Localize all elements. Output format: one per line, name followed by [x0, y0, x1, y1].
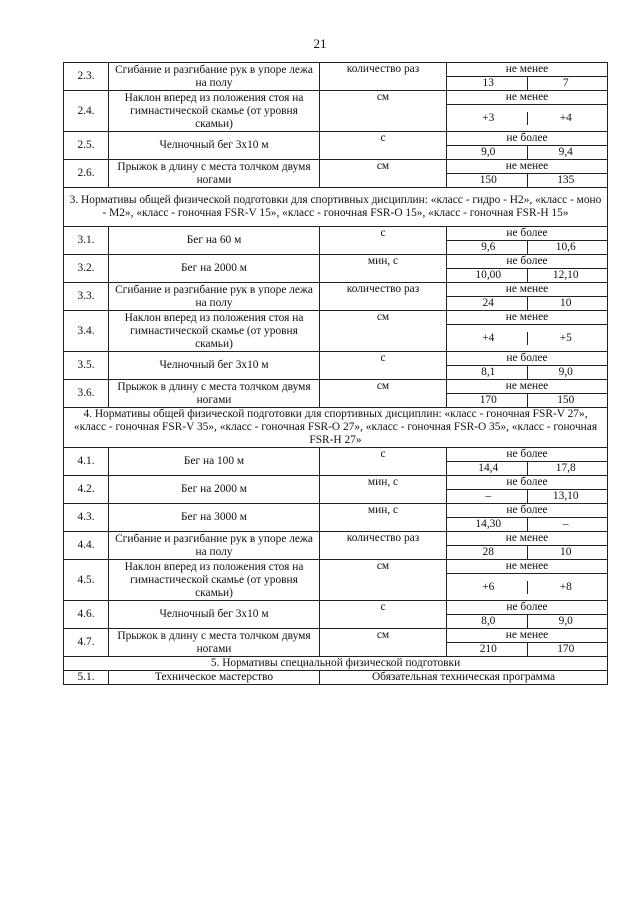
program-value: Обязательная техническая программа: [320, 671, 608, 685]
table-row: [64, 671, 608, 685]
row-number: 2.6.: [64, 160, 109, 188]
values: [447, 241, 608, 255]
value-2: +4: [527, 112, 605, 125]
unit: см: [320, 629, 447, 657]
value-2: 9,0: [527, 366, 605, 379]
exercise-name: Сгибание и разгибание рук в упоре лежа на полу: [109, 63, 320, 91]
value-2: 10: [527, 546, 605, 559]
table-row: [64, 601, 608, 615]
table-row: [64, 476, 608, 490]
table-row: [64, 380, 608, 394]
values: [447, 174, 608, 188]
value-1: 10,00: [475, 269, 502, 281]
condition: не менее: [447, 160, 608, 174]
value-1: +6: [482, 580, 495, 593]
row-number: 4.7.: [64, 629, 109, 657]
exercise-name: Бег на 3000 м: [109, 504, 320, 532]
condition: не более: [447, 476, 608, 490]
row-number: 2.4.: [64, 91, 109, 132]
condition: не менее: [447, 532, 608, 546]
value-2: –: [527, 518, 605, 531]
exercise-name: Сгибание и разгибание рук в упоре лежа на полу: [109, 283, 320, 311]
unit: с: [320, 448, 447, 476]
condition: не более: [447, 132, 608, 146]
norms-table: [63, 62, 608, 685]
value-1: 14,30: [475, 518, 502, 530]
row-number: 3.1.: [64, 227, 109, 255]
value-2: 10,6: [527, 241, 605, 254]
condition: не менее: [447, 63, 608, 77]
table-row: [64, 227, 608, 241]
value-1: 13: [482, 77, 494, 89]
condition: не более: [447, 352, 608, 366]
row-number: 3.3.: [64, 283, 109, 311]
table-row: [64, 311, 608, 325]
value-2: 170: [527, 643, 605, 656]
values: [447, 462, 608, 476]
exercise-name: Челночный бег 3х10 м: [109, 601, 320, 629]
value-2: +5: [527, 332, 605, 345]
value-2: +8: [527, 581, 605, 594]
table-row: [64, 132, 608, 146]
values: [447, 643, 608, 657]
section-3-heading: 3. Нормативы общей физической подготовки для спортивных дисциплин: «класс - гидро - H2», «класс - моно - M2», «класс - гоночная FSR-V 15», «класс - гоночная FSR-O 15», «класс - гоночная FSR-H 15»: [64, 188, 608, 227]
exercise-name: Прыжок в длину с места толчком двумя ногами: [109, 380, 320, 408]
row-number: 3.2.: [64, 255, 109, 283]
values: [447, 615, 608, 629]
exercise-name: Бег на 2000 м: [109, 255, 320, 283]
condition: не более: [447, 448, 608, 462]
value-1: –: [485, 490, 492, 502]
value-2: 7: [527, 77, 605, 90]
value-1: 210: [479, 643, 497, 655]
condition: не менее: [447, 380, 608, 394]
value-1: 8,0: [481, 615, 496, 627]
unit: см: [320, 160, 447, 188]
condition: не менее: [447, 560, 608, 574]
value-1: 28: [482, 546, 494, 558]
values: [447, 325, 608, 352]
condition: не более: [447, 227, 608, 241]
value-1: 9,6: [481, 241, 496, 253]
values: [447, 77, 608, 91]
table-row: [64, 91, 608, 105]
values: [447, 146, 608, 160]
value-1: 14,4: [478, 462, 499, 474]
values: [447, 394, 608, 408]
row-number: 3.5.: [64, 352, 109, 380]
table-row: [64, 560, 608, 574]
unit: см: [320, 560, 447, 601]
row-number: 5.1.: [64, 671, 109, 685]
unit: с: [320, 601, 447, 629]
unit: мин, с: [320, 476, 447, 504]
values: [447, 105, 608, 132]
value-2: 13,10: [527, 490, 605, 503]
value-2: 135: [527, 174, 605, 187]
condition: не менее: [447, 91, 608, 105]
condition: не более: [447, 601, 608, 615]
exercise-name: Прыжок в длину с места толчком двумя ногами: [109, 629, 320, 657]
row-number: 4.5.: [64, 560, 109, 601]
table-row: [64, 532, 608, 546]
condition: не менее: [447, 283, 608, 297]
unit: количество раз: [320, 63, 447, 91]
value-1: 8,1: [481, 366, 496, 378]
values: [447, 546, 608, 560]
condition: не менее: [447, 629, 608, 643]
unit: количество раз: [320, 532, 447, 560]
table-row: [64, 629, 608, 643]
row-number: 4.3.: [64, 504, 109, 532]
value-1: 170: [479, 394, 497, 406]
values: [447, 366, 608, 380]
values: [447, 490, 608, 504]
exercise-name: Бег на 100 м: [109, 448, 320, 476]
condition: не менее: [447, 311, 608, 325]
value-2: 10: [527, 297, 605, 310]
row-number: 3.6.: [64, 380, 109, 408]
condition: не более: [447, 255, 608, 269]
table-row: [64, 352, 608, 366]
values: [447, 574, 608, 601]
page-number: 21: [313, 36, 327, 51]
unit: с: [320, 132, 447, 160]
value-1: 150: [479, 174, 497, 186]
value-1: 9,0: [481, 146, 496, 158]
values: [447, 297, 608, 311]
section-5-heading: 5. Нормативы специальной физической подготовки: [64, 657, 608, 671]
value-1: 24: [482, 297, 494, 309]
row-number: 2.5.: [64, 132, 109, 160]
value-2: 9,0: [527, 615, 605, 628]
unit: мин, с: [320, 255, 447, 283]
row-number: 3.4.: [64, 311, 109, 352]
unit: количество раз: [320, 283, 447, 311]
exercise-name: Бег на 2000 м: [109, 476, 320, 504]
exercise-name: Наклон вперед из положения стоя на гимнастической скамье (от уровня скамьи): [109, 560, 320, 601]
table-row: [64, 63, 608, 77]
value-2: 150: [527, 394, 605, 407]
table-row: [64, 448, 608, 462]
row-number: 4.1.: [64, 448, 109, 476]
unit: см: [320, 311, 447, 352]
exercise-name: Челночный бег 3х10 м: [109, 352, 320, 380]
table-row: [64, 504, 608, 518]
row-number: 4.2.: [64, 476, 109, 504]
exercise-name: Бег на 60 м: [109, 227, 320, 255]
value-2: 17,8: [527, 462, 605, 475]
table-row: [64, 283, 608, 297]
unit: с: [320, 352, 447, 380]
value-2: 12,10: [527, 269, 605, 282]
exercise-name: Техническое мастерство: [109, 671, 320, 685]
exercise-name: Сгибание и разгибание рук в упоре лежа на полу: [109, 532, 320, 560]
exercise-name: Наклон вперед из положения стоя на гимнастической скамье (от уровня скамьи): [109, 311, 320, 352]
exercise-name: Челночный бег 3х10 м: [109, 132, 320, 160]
exercise-name: Наклон вперед из положения стоя на гимнастической скамье (от уровня скамьи): [109, 91, 320, 132]
value-2: 9,4: [527, 146, 605, 159]
row-number: 4.4.: [64, 532, 109, 560]
unit: см: [320, 380, 447, 408]
section-4-heading: 4. Нормативы общей физической подготовки для спортивных дисциплин: «класс - гоночная FSR-V 27», «класс - гоночная FSR-V 35», «класс - гоночная FSR-O 27», «класс - гоночная FSR-O 35», «класс - гоночная FSR-H 27»: [64, 408, 608, 448]
condition: не более: [447, 504, 608, 518]
value-1: +4: [482, 331, 495, 344]
row-number: 2.3.: [64, 63, 109, 91]
values: [447, 518, 608, 532]
table-row: [64, 160, 608, 174]
exercise-name: Прыжок в длину с места толчком двумя ногами: [109, 160, 320, 188]
unit: с: [320, 227, 447, 255]
row-number: 4.6.: [64, 601, 109, 629]
value-1: +3: [482, 111, 495, 124]
values: [447, 269, 608, 283]
unit: мин, с: [320, 504, 447, 532]
table-row: [64, 255, 608, 269]
unit: см: [320, 91, 447, 132]
